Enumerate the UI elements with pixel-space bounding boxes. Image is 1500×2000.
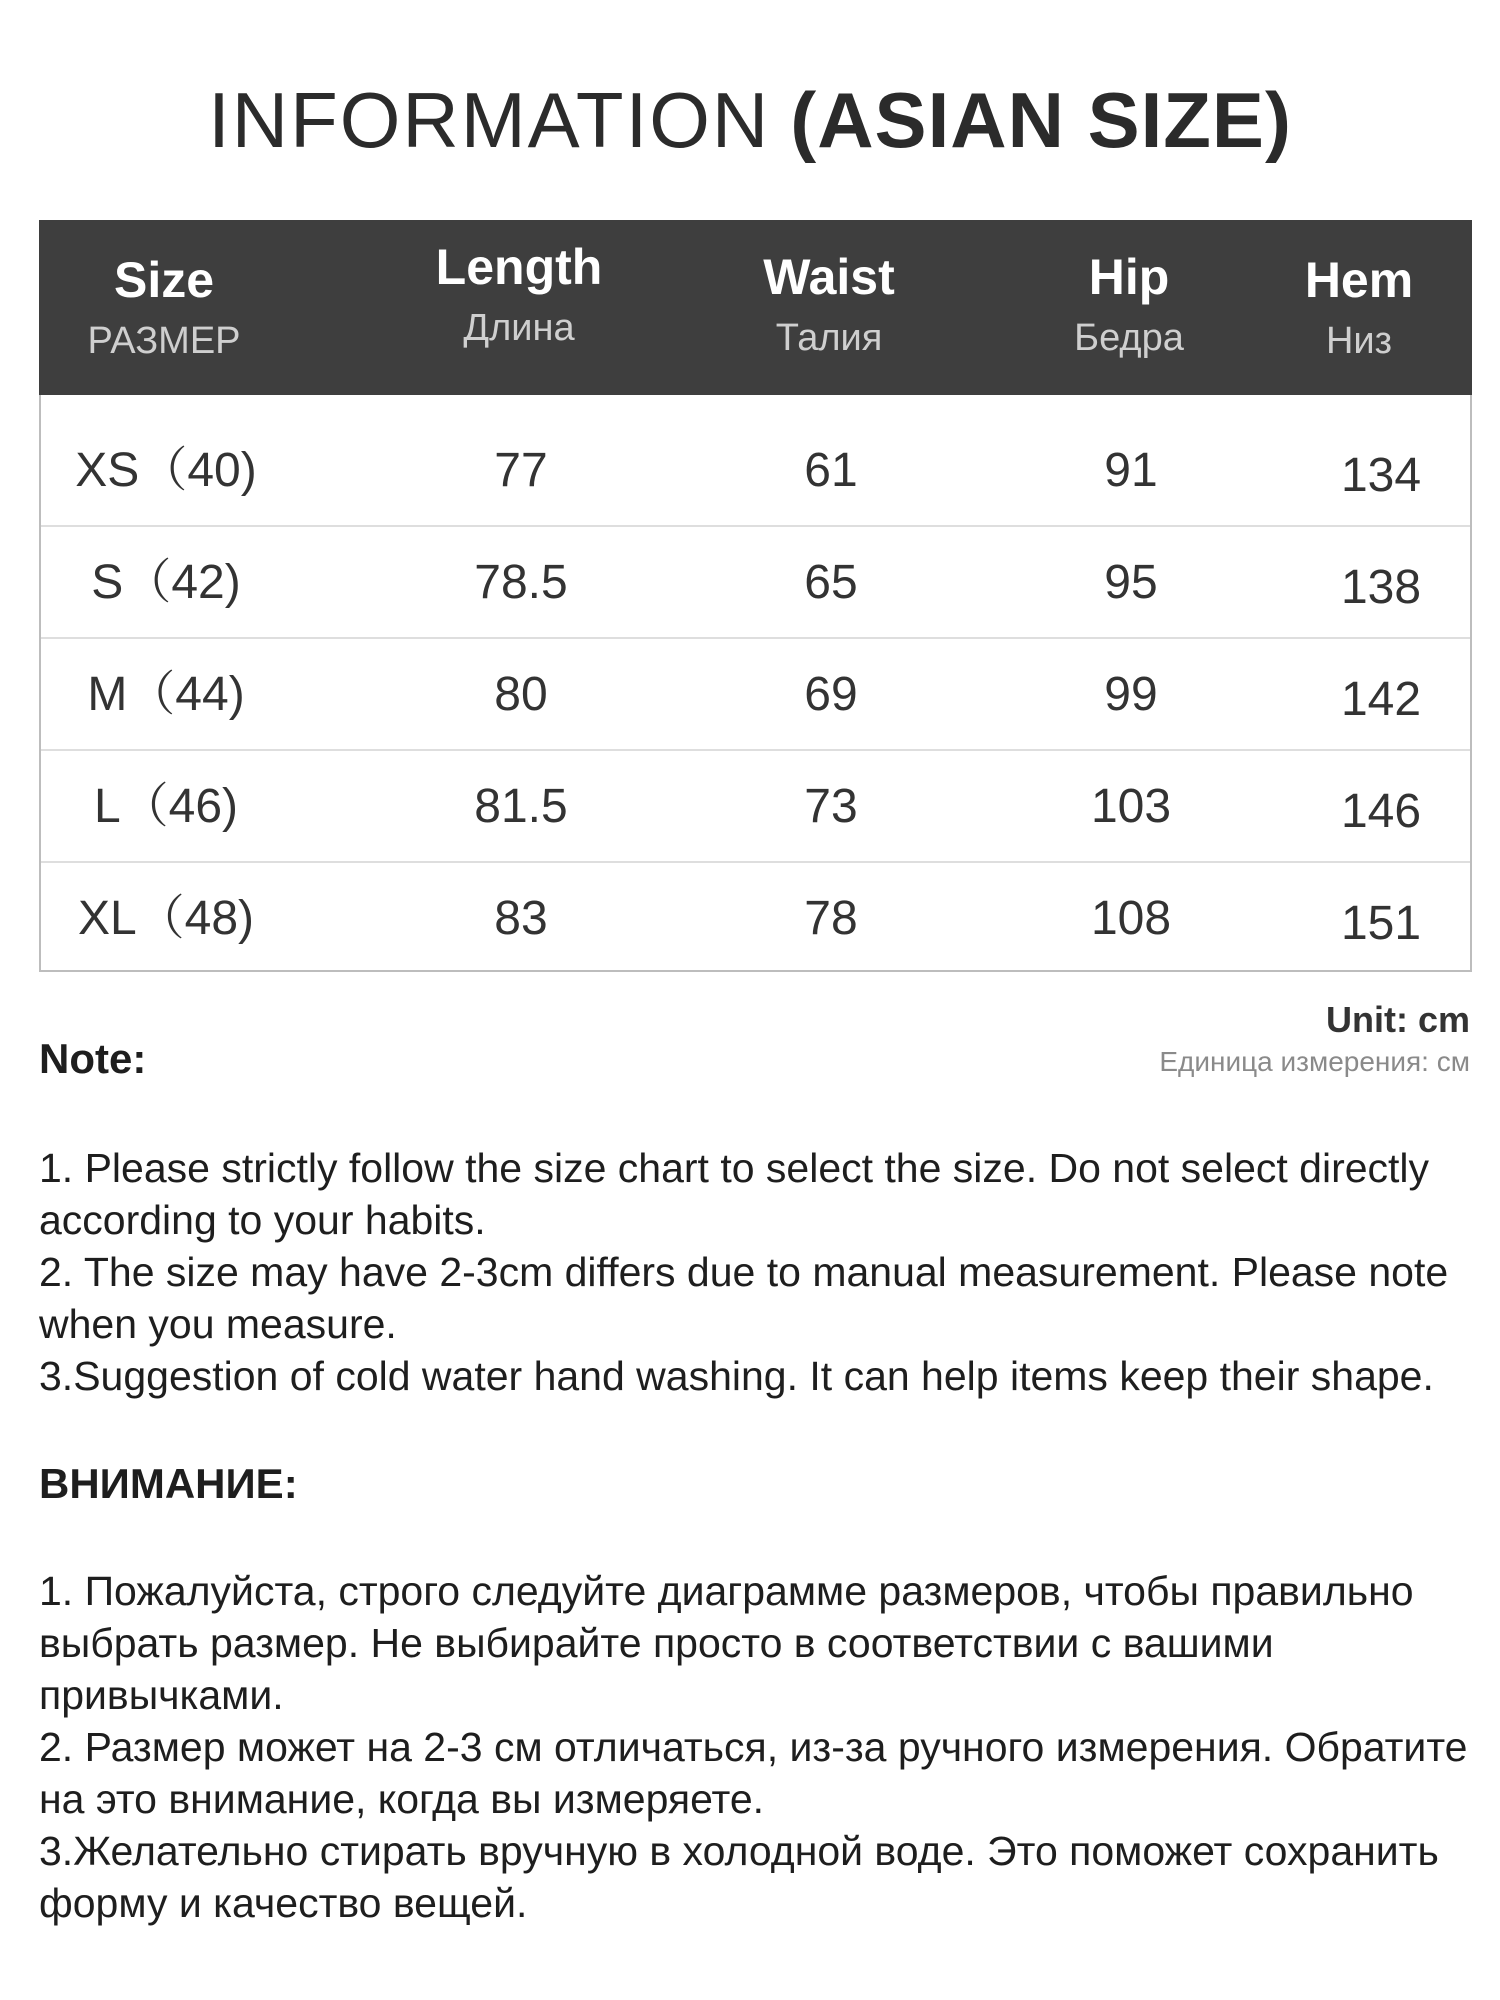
header-waist-en: Waist bbox=[763, 249, 895, 305]
cell-waist: 65 bbox=[804, 556, 858, 609]
cell-waist: 61 bbox=[804, 444, 858, 497]
cell-hip: 108 bbox=[1090, 892, 1172, 945]
cell-hip: 91 bbox=[1104, 444, 1158, 497]
header-hip-en: Hip bbox=[1088, 249, 1170, 305]
cell-length: 83 bbox=[494, 892, 548, 945]
cell-size: S（42) bbox=[91, 556, 241, 609]
cell-size: XS（40) bbox=[75, 444, 257, 497]
cell-hip: 95 bbox=[1104, 556, 1158, 609]
note-list bbox=[39, 1142, 1469, 1402]
ru-note-list bbox=[39, 1565, 1469, 1929]
unit-ru: Единица измерения: см bbox=[1159, 1046, 1470, 1077]
header-length-en: Length bbox=[435, 239, 603, 295]
cell-length: 78.5 bbox=[474, 556, 568, 609]
cell-length: 80 bbox=[494, 668, 548, 721]
page-title bbox=[0, 70, 1500, 170]
table-row bbox=[41, 415, 1470, 527]
note-item: 3.Suggestion of cold water hand washing. It can help items keep their shape. bbox=[39, 1353, 1434, 1399]
header-size-en: Size bbox=[113, 252, 215, 308]
unit-label bbox=[1159, 998, 1470, 1082]
cell-length: 81.5 bbox=[474, 780, 568, 833]
table-header bbox=[39, 220, 1472, 395]
cell-hem: 134 bbox=[1340, 449, 1422, 502]
note-item: 1. Please strictly follow the size chart to select the size. Do not select directly according to your habits. bbox=[39, 1145, 1430, 1243]
note-item: 2. The size may have 2-3cm differs due to manual measurement. Please note when you measure. bbox=[39, 1249, 1449, 1347]
cell-hip: 103 bbox=[1090, 780, 1172, 833]
ru-note-heading: ВНИМАНИЕ: bbox=[39, 1460, 298, 1507]
ru-note-item: 2. Размер может на 2-3 см отличаться, из-за ручного измерения. Обратите на это внимание, когда вы измеряете. bbox=[39, 1724, 1468, 1822]
header-length-ru: Длина bbox=[463, 307, 575, 349]
cell-waist: 73 bbox=[804, 780, 858, 833]
note-heading: Note: bbox=[39, 1035, 147, 1082]
cell-length: 77 bbox=[494, 444, 548, 497]
header-size-ru: РАЗМЕР bbox=[87, 320, 241, 362]
cell-hem: 151 bbox=[1340, 897, 1422, 950]
cell-hip: 99 bbox=[1104, 668, 1158, 721]
header-waist-ru: Талия bbox=[775, 317, 883, 359]
table-body bbox=[41, 395, 1470, 975]
header-hip-ru: Бедра bbox=[1074, 317, 1184, 359]
table-row bbox=[41, 527, 1470, 639]
cell-hem: 146 bbox=[1340, 785, 1422, 838]
header-waist bbox=[659, 220, 999, 422]
size-table bbox=[39, 220, 1472, 972]
cell-size: M（44) bbox=[87, 668, 245, 721]
title-bold: (ASIAN SIZE) bbox=[790, 76, 1292, 164]
cell-waist: 78 bbox=[804, 892, 858, 945]
table-row bbox=[41, 751, 1470, 863]
cell-size: L（46) bbox=[93, 780, 239, 833]
table-row bbox=[41, 639, 1470, 751]
cell-size: XL（48) bbox=[77, 892, 255, 945]
cell-hem: 142 bbox=[1340, 673, 1422, 726]
cell-hem: 138 bbox=[1340, 561, 1422, 614]
table-row bbox=[41, 863, 1470, 975]
ru-note-item: 1. Пожалуйста, строго следуйте диаграмме размеров, чтобы правильно выбрать размер. Не выбирайте просто в соответствии с вашими привычками. bbox=[39, 1568, 1414, 1718]
cell-waist: 69 bbox=[804, 668, 858, 721]
title-light: INFORMATION bbox=[208, 76, 771, 164]
ru-note-item: 3.Желательно стирать вручную в холодной воде. Это поможет сохранить форму и качество вещей. bbox=[39, 1828, 1439, 1926]
header-hem-en: Hem bbox=[1304, 252, 1414, 308]
unit-en: Unit: cm bbox=[1326, 999, 1470, 1040]
header-hem-ru: Низ bbox=[1325, 320, 1393, 362]
